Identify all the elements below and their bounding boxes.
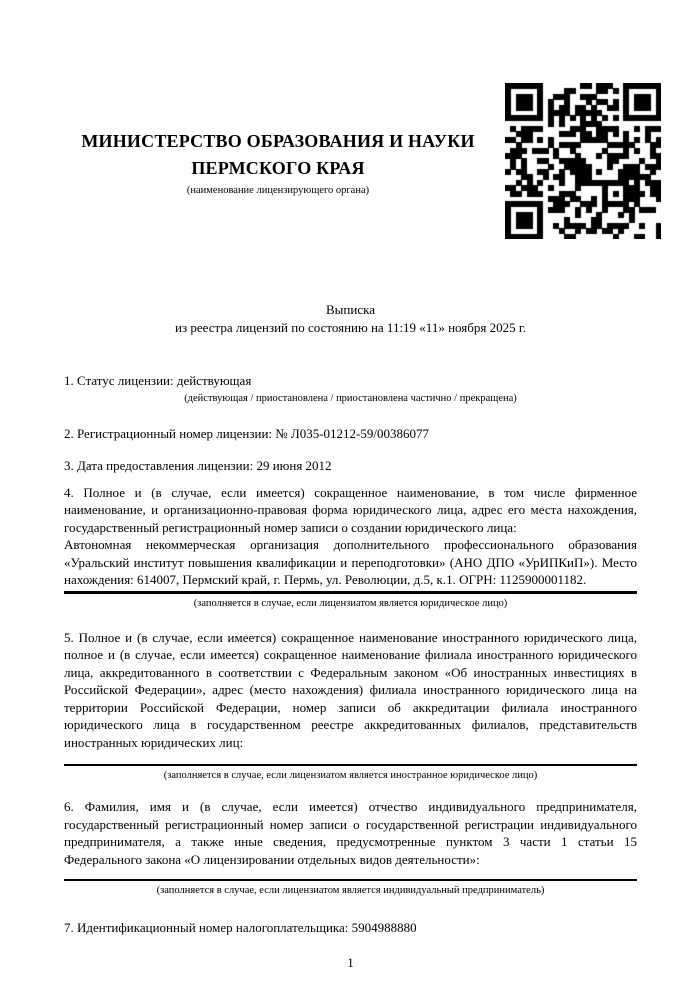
item-1-status-options-note: (действующая / приостановлена / приостановлена частично / прекращена) <box>184 392 517 404</box>
item-7-taxpayer-number: 7. Идентификационный номер налогоплательщика: 5904988880 <box>64 920 417 935</box>
item-6-label: 6. Фамилия, имя и (в случае, если имеется) отчество индивидуального предпринимателя, государственный регистрационный номер записи о государственной регистрации индивидуального предпринимателя, а также иные сведения, предусмотренные пунктом 3 части 1 статьи 15 Федерального закона «О лицензировании отдельных видов деятельности»: <box>64 799 637 867</box>
item-6-note: (заполняется в случае, если лицензиатом является индивидуальный предприниматель) <box>156 885 545 896</box>
org-name-line-2: ПЕРМСКОГО КРАЯ <box>191 158 365 178</box>
document-title-line-1: Выписка <box>326 302 375 317</box>
document-content <box>0 128 700 971</box>
item-4-legal-entity-value: Автономная некоммерческая организация дополнительного профессионального образования «Уральский институт повышения квалификации и переподготовки» (АНО ДПО «УрИПКиП»). Место нахождения: 614007, Пермский край, г. Пермь, ул. Революции, д.5, к.1. ОГРН: 1125900001182. <box>64 537 637 587</box>
item-3-license-grant-date: 3. Дата предоставления лицензии: 29 июня 2012 <box>64 458 332 473</box>
document-title <box>64 301 637 336</box>
org-name-line-1: МИНИСТЕРСТВО ОБРАЗОВАНИЯ И НАУКИ <box>81 131 475 151</box>
item-4-fill-line <box>64 591 637 594</box>
item-6-fill-line <box>64 879 637 881</box>
item-5-note: (заполняется в случае, если лицензиатом является иностранное юридическое лицо) <box>163 770 538 781</box>
item-5-fill-line <box>64 764 637 766</box>
page-number: 1 <box>347 954 354 970</box>
org-name-caption: (наименование лицензирующего органа) <box>186 185 370 196</box>
item-5-label: 5. Полное и (в случае, если имеется) сокращенное наименование иностранного юридического лица, полное и (в случае, если имеется) сокращенное наименование филиала иностранного юридического лица, аккредитованного в соответствии с Федеральным законом «Об иностранных инвестициях в Российской Федерации», адрес (место нахождения) филиала иностранного юридического лица на территории Российской Федерации, номер записи об аккредитации филиала иностранного юридического лица в государственном реестре аккредитованных филиалов, представительств иностранных юридических лиц: <box>64 629 637 750</box>
item-5-foreign-entity-section <box>64 629 637 783</box>
document-title-line-2: из реестра лицензий по состоянию на 11:19 «11» ноября 2025 г. <box>175 319 526 335</box>
qr-code <box>505 83 661 239</box>
licensing-authority-header <box>64 128 492 197</box>
item-4-label: 4. Полное и (в случае, если имеется) сокращенное наименование, в том числе фирменное наименование, и организационно-правовая форма юридического лица, адрес его места нахождения, государственный регистрационный номер записи о создании юридического лица: <box>64 484 637 535</box>
item-6-individual-entrepreneur-section <box>64 798 637 897</box>
item-4-legal-entity-section <box>64 484 637 610</box>
item-4-note: (заполняется в случае, если лицензиатом является юридическое лицо) <box>193 597 508 609</box>
item-1-license-status: 1. Статус лицензии: действующая <box>64 373 252 388</box>
item-2-registration-number: 2. Регистрационный номер лицензии: № Л035-01212-59/00386077 <box>64 425 430 441</box>
